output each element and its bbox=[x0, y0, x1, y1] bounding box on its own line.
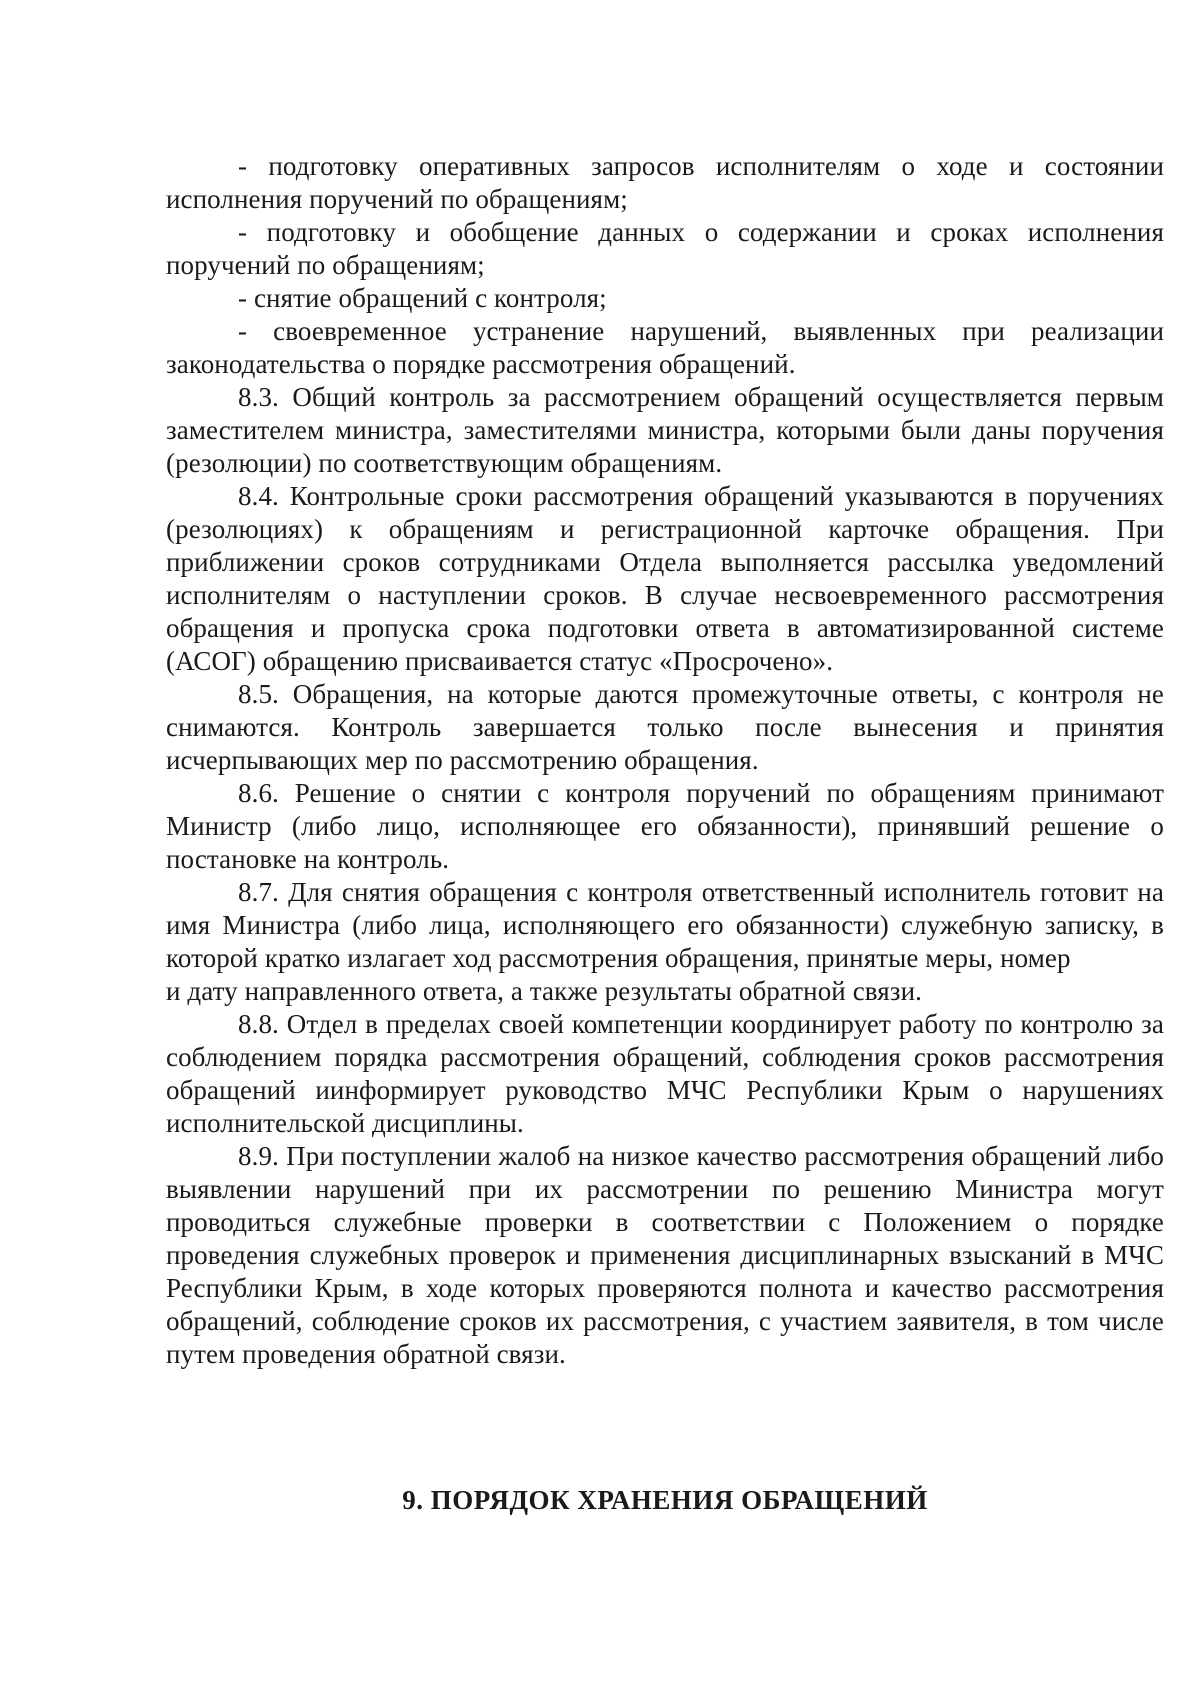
paragraph-bullet-4: - своевременное устранение нарушений, выявленных при реализации законодательства о порядке рассмотрения обращений. bbox=[166, 316, 1164, 379]
document-body bbox=[166, 150, 1164, 1371]
paragraph-8-3: 8.3. Общий контроль за рассмотрением обращений осуществляется первым заместителем министра, заместителями министра, которыми были даны поручения (резолюции) по соответствующим обращениям. bbox=[166, 382, 1164, 478]
paragraph-8-4: 8.4. Контрольные сроки рассмотрения обращений указываются в поручениях (резолюциях) к обращениям и регистрационной карточке обращения. При приближении сроков сотрудниками Отдела выполняется рассылка уведомлений исполнителям о наступлении сроков. В случае несвоевременного рассмотрения обращения и пропуска срока подготовки ответа в автоматизированной системе (АСОГ) обращению присваивается статус «Просрочено». bbox=[166, 481, 1164, 676]
section-heading: 9. ПОРЯДОК ХРАНЕНИЯ ОБРАЩЕНИЙ bbox=[402, 1485, 928, 1515]
paragraph-8-7-continuation: и дату направленного ответа, а также результаты обратной связи. bbox=[166, 976, 922, 1006]
paragraph-8-8: 8.8. Отдел в пределах своей компетенции координирует работу по контролю за соблюдением порядка рассмотрения обращений, соблюдения сроков рассмотрения обращений иинформирует руководство МЧС Республики Крым о нарушениях исполнительской дисциплины. bbox=[166, 1009, 1164, 1138]
paragraph-8-7: 8.7. Для снятия обращения с контроля ответственный исполнитель готовит на имя Министра (либо лица, исполняющего его обязанности) служебную записку, в которой кратко излагает ход рассмотрения обращения, принятые меры, номер bbox=[166, 877, 1164, 973]
paragraph-8-6: 8.6. Решение о снятии с контроля поручений по обращениям принимают Министр (либо лицо, исполняющее его обязанности), принявший решение о постановке на контроль. bbox=[166, 778, 1164, 874]
paragraph-bullet-2: - подготовку и обобщение данных о содержании и сроках исполнения поручений по обращениям; bbox=[166, 217, 1164, 280]
paragraph-bullet-1: - подготовку оперативных запросов исполнителям о ходе и состоянии исполнения поручений по обращениям; bbox=[166, 151, 1164, 214]
paragraph-bullet-3: - снятие обращений с контроля; bbox=[238, 283, 607, 313]
paragraph-8-9: 8.9. При поступлении жалоб на низкое качество рассмотрения обращений либо выявлении нарушений при их рассмотрении по решению Министра могут проводиться служебные проверки в соответствии с Положением о порядке проведения служебных проверок и применения дисциплинарных взысканий в МЧС Республики Крым, в ходе которых проверяются полнота и качество рассмотрения обращений, соблюдение сроков их рассмотрения, с участием заявителя, в том числе путем проведения обратной связи. bbox=[166, 1141, 1164, 1369]
paragraph-8-5: 8.5. Обращения, на которые даются промежуточные ответы, с контроля не снимаются. Контроль завершается только после вынесения и принятия исчерпывающих мер по рассмотрению обращения. bbox=[166, 679, 1164, 775]
